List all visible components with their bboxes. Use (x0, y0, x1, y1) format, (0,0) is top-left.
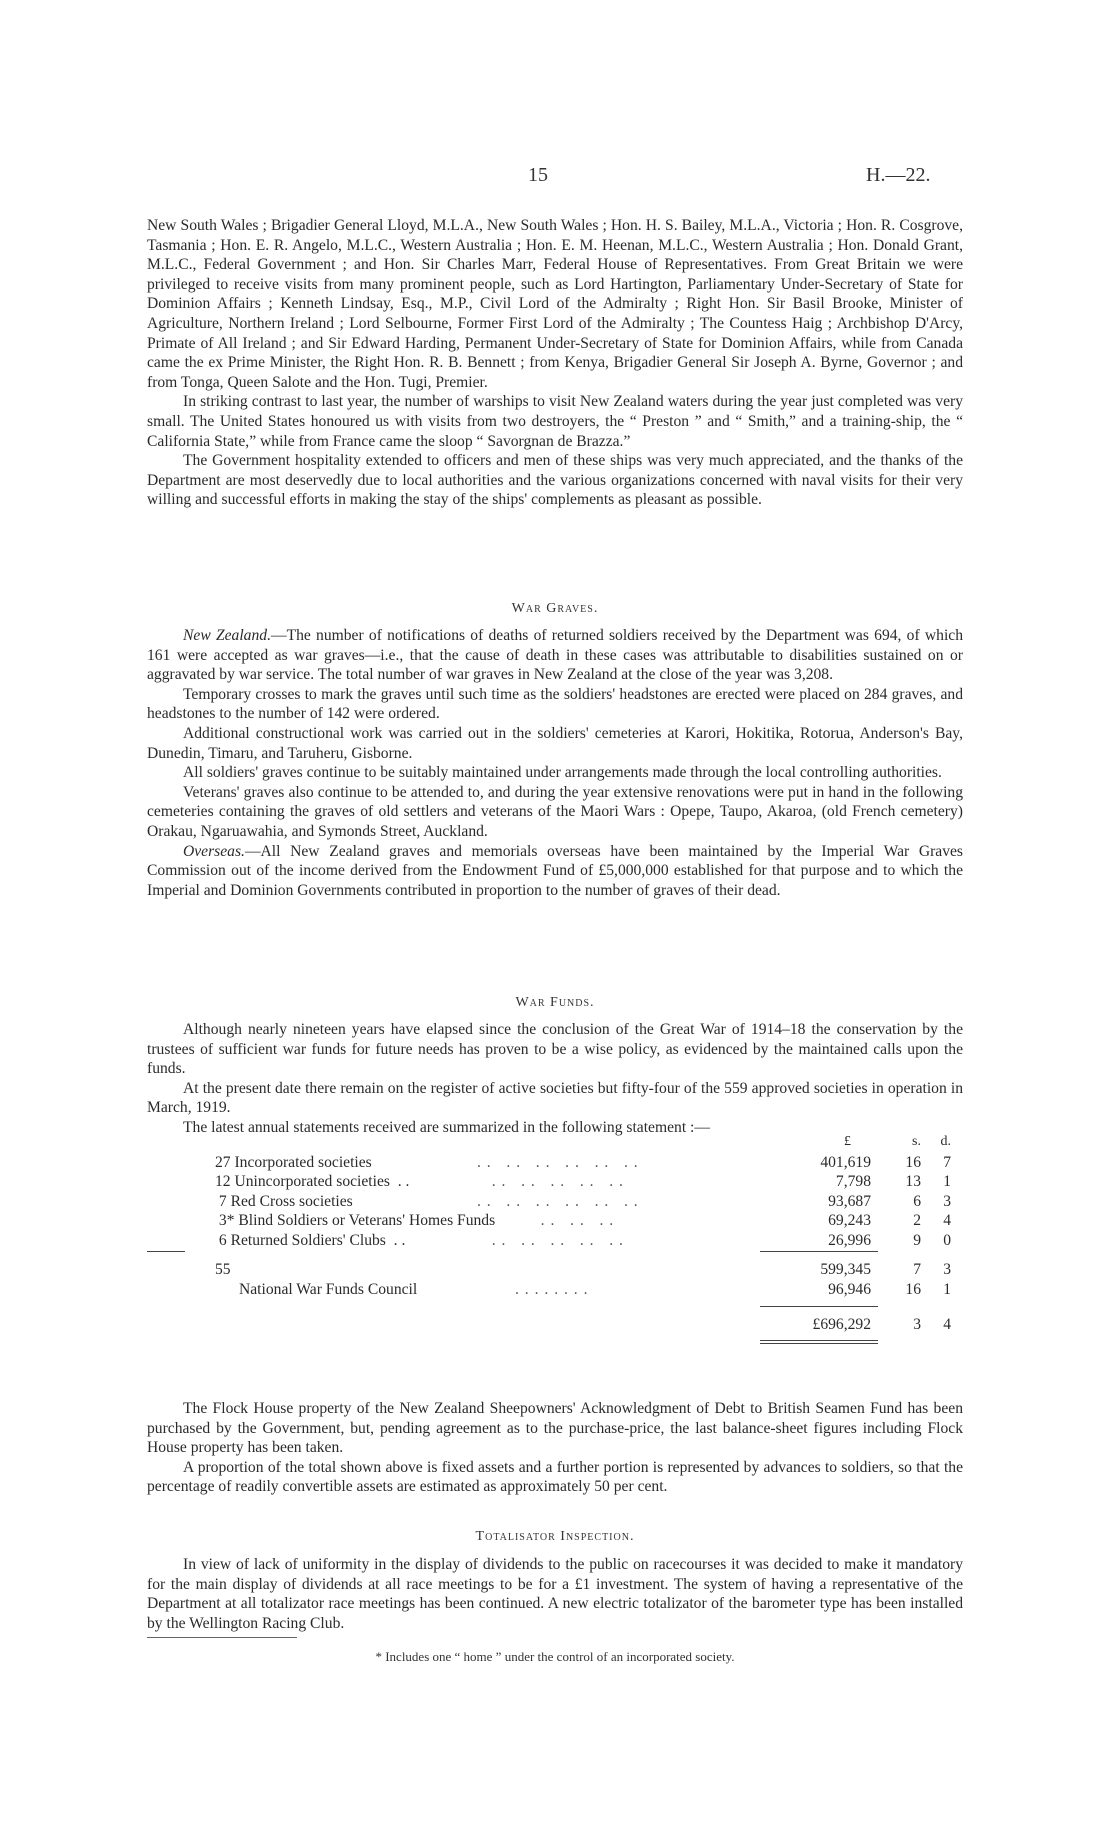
paragraph: In view of lack of uniformity in the display of dividends to the public on racecourses it was decided to make it mandatory for the main display of dividends at all race meetings to be for a £1 investment. The system of having a representative of the Department at all totalizator race meetings has been continued. A new electric totalizator of the barometer type has been installed by the Wellington Racing Club. (147, 1556, 963, 1632)
leader-dots: . . . . . . . . . . (477, 1231, 624, 1249)
fund-label: 3* Blind Soldiers or Veterans' Homes Funds (215, 1212, 496, 1229)
fund-label: 6 Returned Soldiers' Clubs . . (215, 1231, 406, 1249)
fund-pounds: 26,996 (828, 1231, 871, 1249)
paragraph: Additional constructional work was carried out in the soldiers' cemeteries at Karori, Hokitika, Rotorua, Anderson's Bay, Dunedin, Timaru, and Taruheru, Gisborne. (147, 724, 963, 762)
fund-pence: 7 (943, 1153, 951, 1171)
footnote: * Includes one “ home ” under the control of an incorporated society. (375, 1649, 735, 1664)
page-number: 15 (528, 164, 548, 186)
subtotal-rule-right (760, 1251, 878, 1252)
leader-dots: . . . . . . . . . . . . (477, 1153, 639, 1171)
paragraph: Temporary crosses to mark the graves until such time as the soldiers' headstones are erected were placed on 284 graves, and headstones to the number of 142 were ordered. (147, 685, 963, 723)
subtotal-row (147, 1261, 963, 1281)
paragraph-text: —All New Zealand graves and memorials overseas have been maintained by the Imperial War Graves Commission out of the income derived from the Endowment Fund of £5,000,000 established for that purpose and to which the Imperial and Dominion Governments contributed in proportion to the number of graves of their dead. (147, 842, 963, 899)
war-graves-heading: War Graves. (511, 601, 599, 616)
paragraph: New South Wales ; Brigadier General Lloyd, M.L.A., New South Wales ; Hon. H. S. Bailey, M.L.A., Victoria ; Hon. R. Cosgrove, Tasmania ; Hon. E. R. Angelo, M.L.C., Western Australia ; Hon. E. M. Heenan, M.L.C., Western Australia ; Hon. Donald Grant, M.L.C., Federal Government ; and Hon. Sir Charles Marr, Federal House of Representatives. From Great Britain we were privileged to receive visits from many prominent people, such as Lord Hartington, Parliamentary Under-Secretary of State for Dominion Affairs ; Kenneth Lindsay, Esq., M.P., Civil Lord of the Admiralty ; Right Hon. Sir Basil Brooke, Minister of Agriculture, Northern Ireland ; Lord Selbourne, Former First Lord of the Admiralty ; The Countess Haig ; Archbishop D'Arcy, Primate of All Ireland ; and Sir Edward Harding, Permanent Under-Secretary of State for Dominion Affairs, while from Canada came the ex Prime Minister, the Right Hon. R. B. Bennett ; from Kenya, Brigadier General Sir Joseph A. Byrne, Governor ; and from Tonga, Queen Salote and the Hon. Tugi, Premier. (147, 217, 963, 391)
fund-row (147, 1173, 963, 1193)
totalisator-heading: Totalisator Inspection. (475, 1529, 635, 1544)
footnote-rule (147, 1637, 297, 1638)
total-row (147, 1316, 963, 1336)
subtotal-label: 55 (215, 1261, 231, 1278)
total-pounds: £696,292 (812, 1316, 871, 1333)
fund-pounds: 69,243 (828, 1212, 871, 1229)
paragraph: The Flock House property of the New Zealand Sheepowners' Acknowledgment of Debt to British Seamen Fund has been purchased by the Government, but, pending agreement as to the purchase-price, the last balance-sheet figures including Flock House property has been taken. (147, 1400, 963, 1457)
fund-shillings: 6 (913, 1192, 921, 1210)
subtotal-pence: 3 (943, 1261, 951, 1278)
fund-row (147, 1232, 963, 1252)
council-label: National War Funds Council (239, 1280, 418, 1298)
council-pence: 1 (943, 1280, 951, 1298)
paragraph: In striking contrast to last year, the number of warships to visit New Zealand waters during the year just completed was very small. The United States honoured us with visits from two destroyers, the “ Preston ” and “ Smith,” and a training-ship, the “ California State,” while from France came the sloop “ Savorgnan de Brazza.” (147, 393, 963, 450)
funds-total-section (147, 1316, 963, 1336)
fund-row (147, 1212, 963, 1232)
leader-dots: . . . . . . . . . . . . (477, 1192, 639, 1210)
leader-dots: . . . . . . . . (515, 1280, 589, 1298)
paragraph-text: —The number of notifications of deaths of returned soldiers received by the Department was 694, of which 161 were accepted as war graves—i.e., that the cause of death in these cases was attributable to disabilities sustained on or aggravated by war service. The total number of war graves in New Zealand at the close of the year was 3,208. (147, 627, 963, 684)
fund-shillings: 2 (913, 1212, 921, 1229)
funds-statement (147, 1134, 963, 1251)
paragraph: Veterans' graves also continue to be attended to, and during the year extensive renovations were put in hand in the following cemeteries containing the graves of old settlers and veterans of the Maori Wars : Opepe, Taupo, Akaroa, (old French cemetery) Orakau, Ngaruawahia, and Symonds Street, Auckland. (147, 783, 963, 840)
total-rule-top (760, 1306, 878, 1307)
fund-pence: 3 (943, 1192, 951, 1210)
totalisator-section (147, 1555, 963, 1633)
pounds-header: £ (844, 1134, 851, 1149)
fund-pence: 0 (943, 1231, 951, 1249)
total-shillings: 3 (913, 1316, 921, 1333)
shillings-header: s. (912, 1134, 921, 1149)
fund-shillings: 16 (905, 1153, 921, 1171)
paragraph: At the present date there remain on the register of active societies but fifty-four of the 559 approved societies in operation in March, 1919. (147, 1079, 963, 1117)
intro-section (147, 216, 963, 510)
paragraph: Although nearly nineteen years have elapsed since the conclusion of the Great War of 1914–18 the conservation by the trustees of sufficient war funds for future needs has proven to be a wise policy, as evidenced by the maintained calls upon the funds. (147, 1021, 963, 1078)
war-funds-intro (147, 1020, 963, 1138)
document-reference: H.—22. (866, 164, 931, 186)
fund-pence: 4 (943, 1212, 951, 1229)
paragraph (147, 842, 963, 901)
total-rule-bottom-2 (760, 1343, 878, 1344)
council-shillings: 16 (905, 1280, 921, 1298)
fund-row (147, 1154, 963, 1174)
paragraph: The Government hospitality extended to officers and men of these ships was very much appreciated, and the thanks of the Department are most deservedly due to local authorities and the various organizations concerned with naval visits for their very willing and successful efforts in making the stay of the ships' complements as pleasant as possible. (147, 452, 963, 509)
fund-pounds: 401,619 (820, 1153, 871, 1171)
fund-pounds: 7,798 (835, 1173, 871, 1190)
funds-column-headers (147, 1134, 963, 1154)
subtotal-pounds: 599,345 (820, 1261, 871, 1278)
council-row (147, 1281, 963, 1301)
war-graves-section (147, 626, 963, 900)
subtotal-rule-left (147, 1251, 185, 1252)
funds-subtotal-section (147, 1261, 963, 1300)
war-funds-heading: War Funds. (515, 995, 595, 1010)
overseas-label: Overseas. (183, 842, 245, 860)
new-zealand-label: New Zealand. (183, 627, 271, 644)
page-header (0, 164, 1114, 194)
total-pence: 4 (943, 1316, 951, 1333)
fund-label: 27 Incorporated societies (215, 1153, 372, 1171)
subtotal-shillings: 7 (913, 1261, 921, 1278)
fund-label: 12 Unincorporated societies . . (215, 1173, 410, 1190)
total-rule-bottom-1 (760, 1340, 878, 1341)
fund-pence: 1 (943, 1173, 951, 1190)
war-funds-notes (147, 1399, 963, 1497)
leader-dots: . . . . . . (477, 1212, 615, 1229)
council-pounds: 96,946 (828, 1280, 871, 1298)
leader-dots: . . . . . . . . . . (477, 1173, 624, 1190)
fund-shillings: 13 (905, 1173, 921, 1190)
fund-row (147, 1193, 963, 1213)
fund-pounds: 93,687 (828, 1192, 871, 1210)
fund-shillings: 9 (913, 1231, 921, 1249)
paragraph: A proportion of the total shown above is fixed assets and a further portion is represented by advances to soldiers, so that the percentage of readily convertible assets are estimated as approximately 50 per cent. (147, 1458, 963, 1496)
paragraph: All soldiers' graves continue to be suitably maintained under arrangements made through the local controlling authorities. (183, 764, 942, 782)
paragraph: The latest annual statements received are summarized in the following statement :— (183, 1118, 710, 1136)
pence-header: d. (940, 1134, 951, 1149)
fund-label: 7 Red Cross societies (215, 1192, 353, 1210)
paragraph (147, 626, 963, 685)
